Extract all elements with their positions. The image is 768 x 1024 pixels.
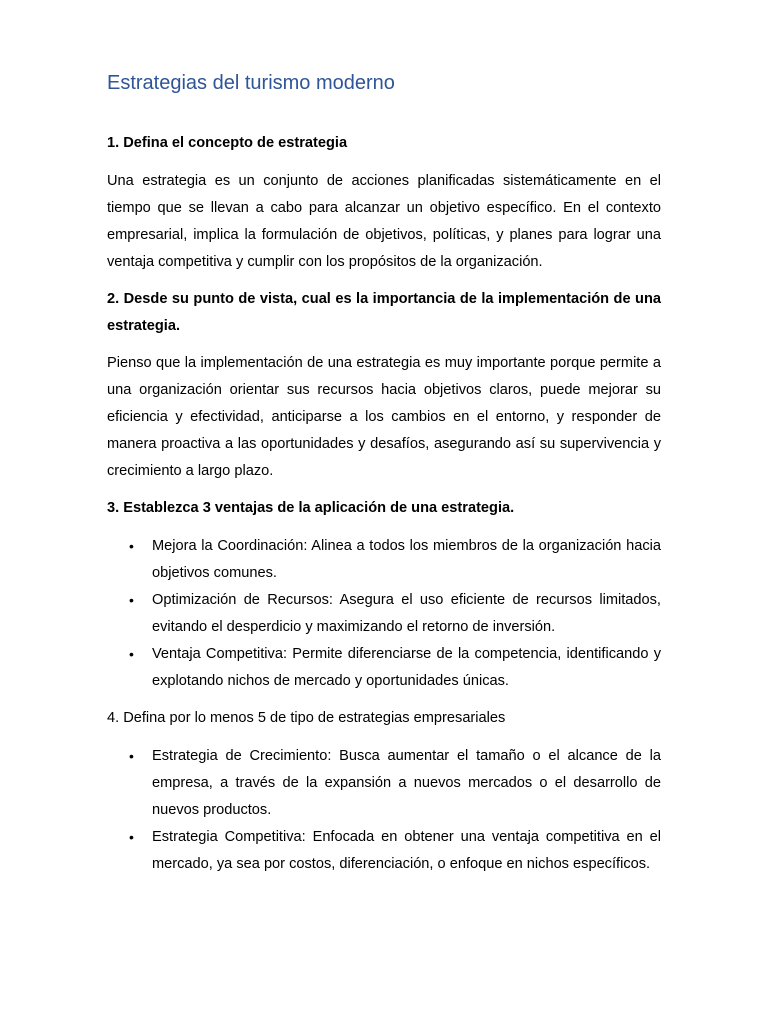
- list-item: • Optimización de Recursos: Asegura el uso eficiente de recursos limitados, evitando el desperdicio y maximizando el retorno de inversión.: [107, 587, 661, 641]
- bullet-icon: •: [129, 748, 134, 764]
- list-item: • Ventaja Competitiva: Permite diferenciarse de la competencia, identificando y explotando nichos de mercado y oportunidades únicas.: [107, 641, 661, 695]
- advantages-list: [107, 533, 661, 695]
- question-3: 3. Establezca 3 ventajas de la aplicación de una estrategia.: [107, 500, 515, 516]
- bullet-icon: •: [129, 592, 134, 608]
- bullet-icon: •: [129, 829, 134, 845]
- question-4: 4. Defina por lo menos 5 de tipo de estrategias empresariales: [107, 710, 506, 726]
- list-item: • Mejora la Coordinación: Alinea a todos los miembros de la organización hacia objetivos comunes.: [107, 533, 661, 587]
- question-1: 1. Defina el concepto de estrategia: [107, 135, 348, 151]
- list-item: • Estrategia Competitiva: Enfocada en obtener una ventaja competitiva en el mercado, ya sea por costos, diferenciación, o enfoque en nichos específicos.: [107, 824, 661, 878]
- strategy-types-list: [107, 743, 661, 878]
- document-title: Estrategias del turismo moderno: [107, 72, 395, 94]
- question-2: 2. Desde su punto de vista, cual es la importancia de la implementación de una estrategia.: [107, 291, 661, 334]
- bullet-icon: •: [129, 646, 134, 662]
- answer-2: Pienso que la implementación de una estrategia es muy importante porque permite a una organización orientar sus recursos hacia objetivos claros, puede mejorar su eficiencia y efectividad, anticiparse a los cambios en el entorno, y responder de manera proactiva a las oportunidades y desafíos, asegurando así su supervivencia y crecimiento a largo plazo.: [107, 355, 661, 479]
- list-item: • Estrategia de Crecimiento: Busca aumentar el tamaño o el alcance de la empresa, a través de la expansión a nuevos mercados o el desarrollo de nuevos productos.: [107, 743, 661, 824]
- bullet-icon: •: [129, 538, 134, 554]
- answer-1: Una estrategia es un conjunto de acciones planificadas sistemáticamente en el tiempo que se llevan a cabo para alcanzar un objetivo específico. En el contexto empresarial, implica la formulación de objetivos, políticas, y planes para lograr una ventaja competitiva y cumplir con los propósitos de la organización.: [107, 173, 661, 270]
